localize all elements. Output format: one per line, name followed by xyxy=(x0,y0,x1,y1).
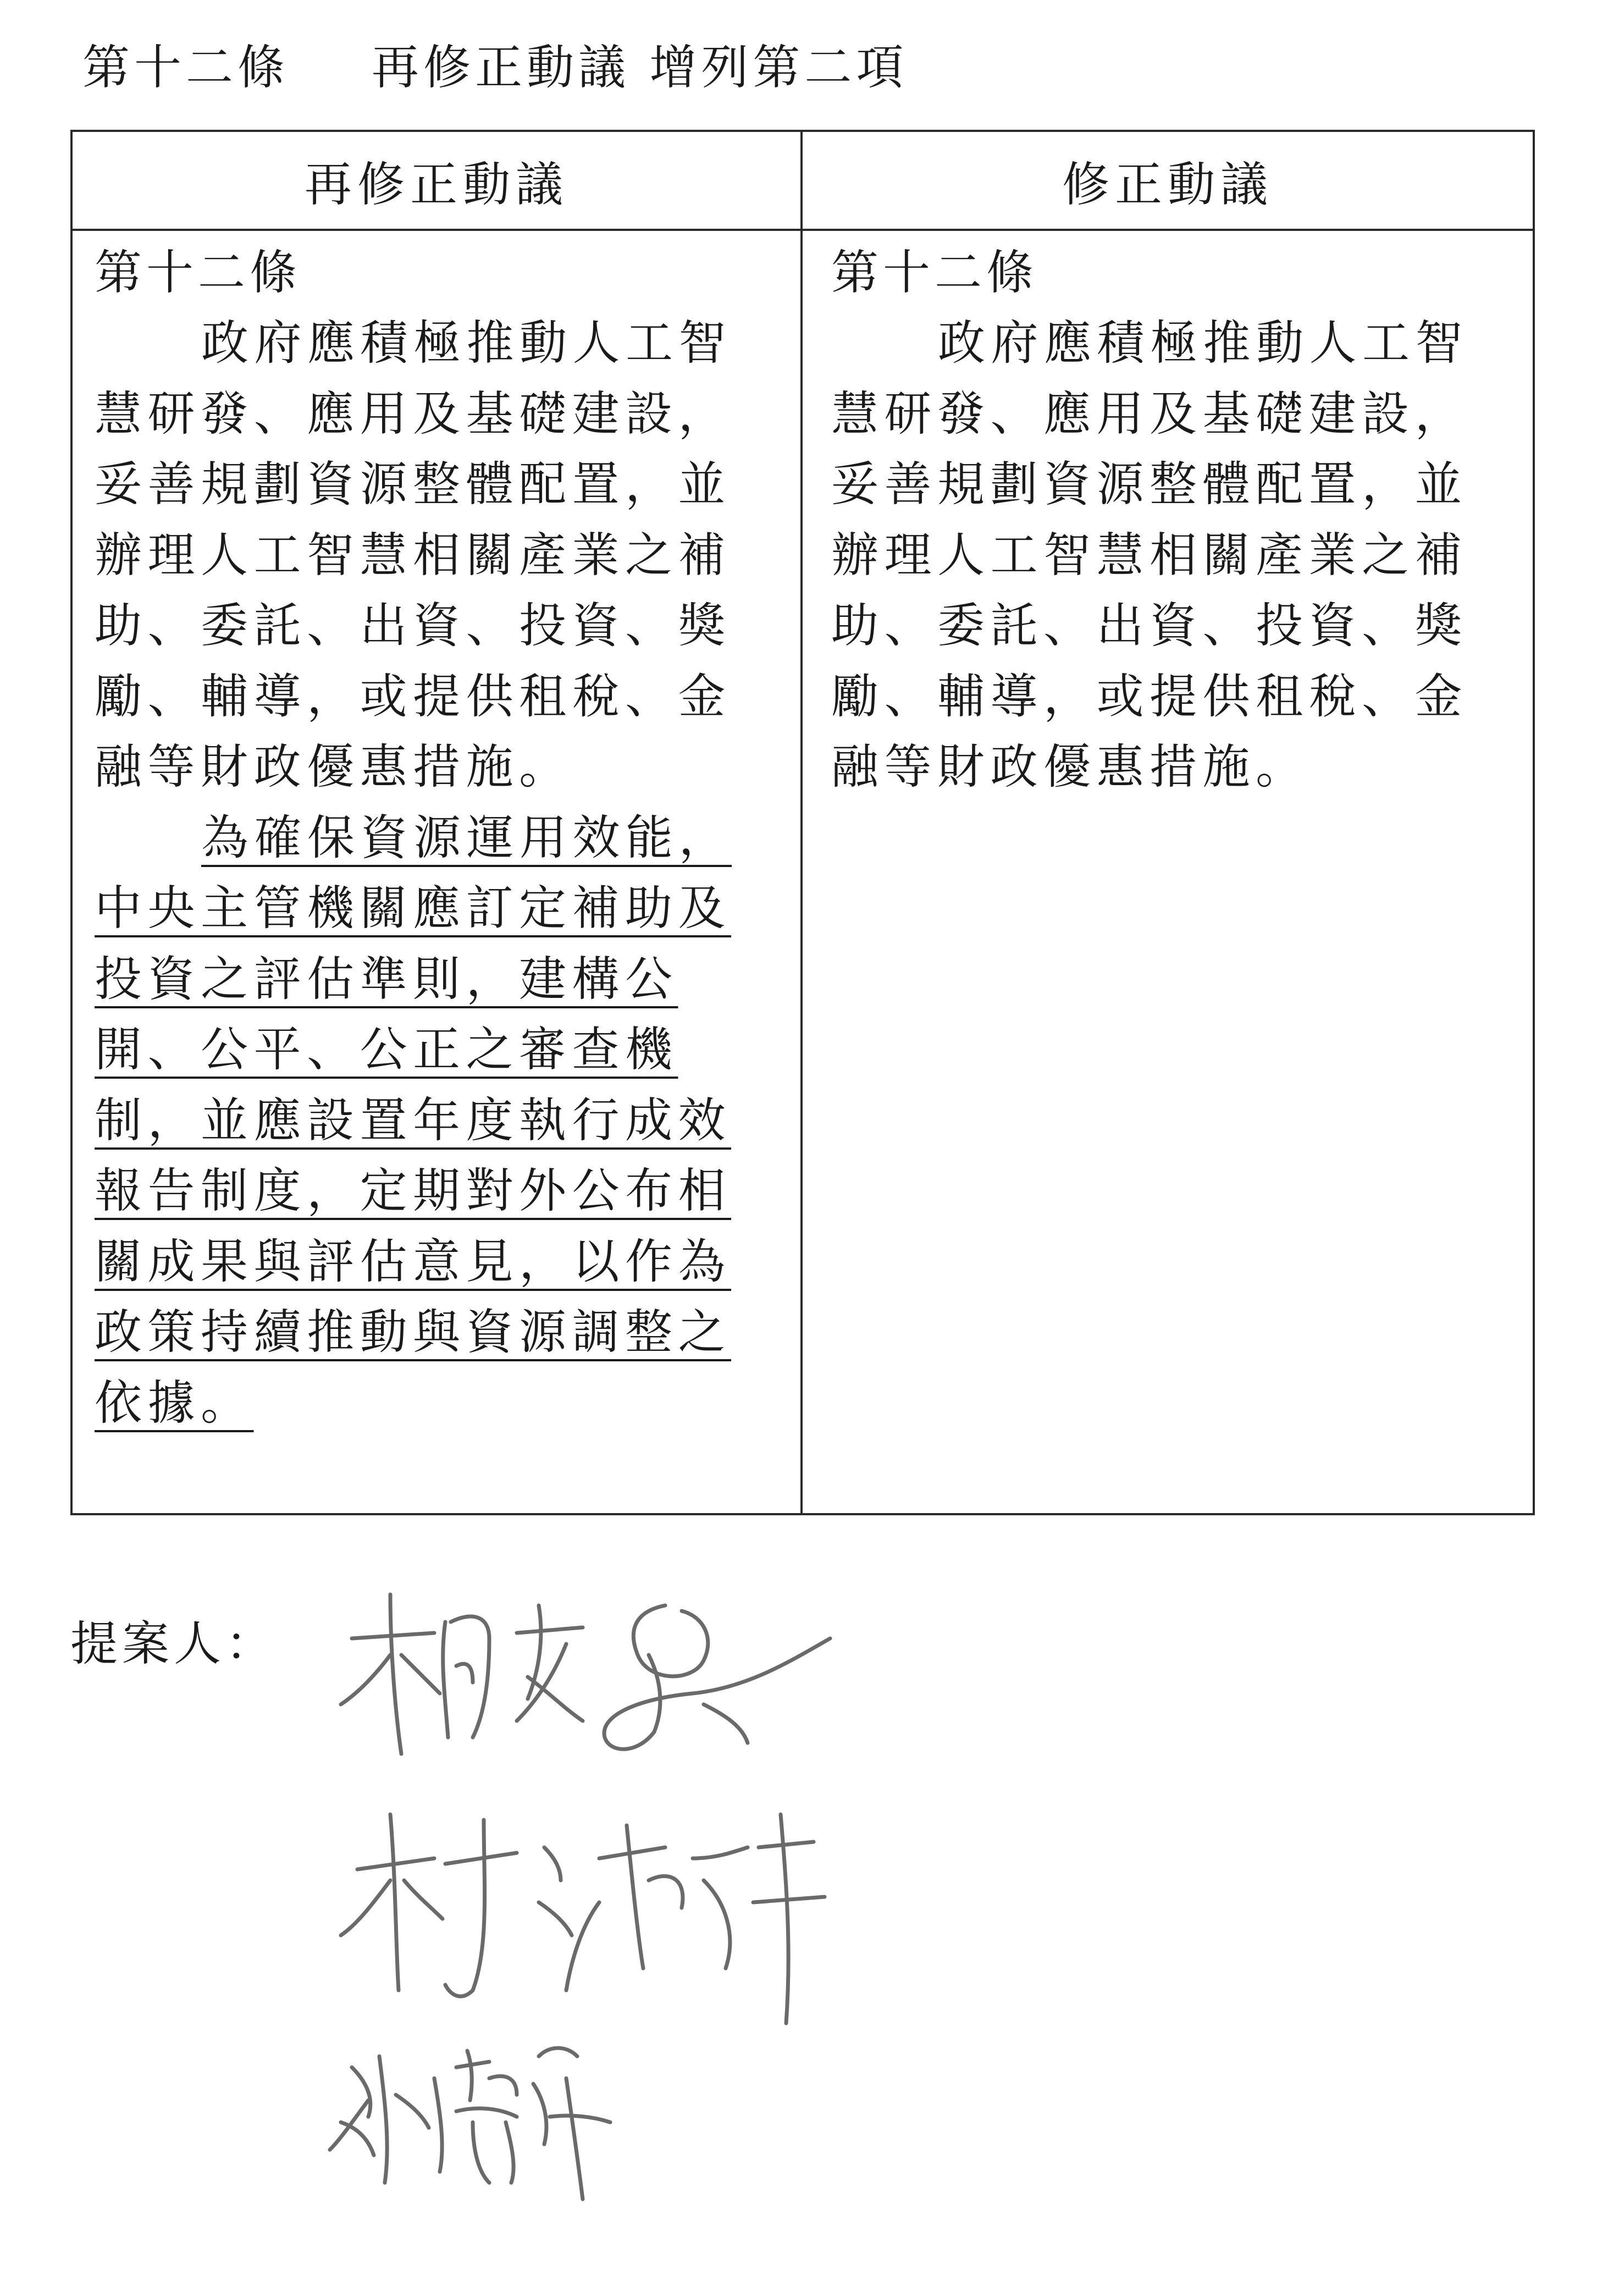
right-column-header: 修正動議 xyxy=(803,132,1533,231)
heading-article: 第十二條 xyxy=(82,40,289,95)
signature-3 xyxy=(330,2048,610,2199)
left-article-title: 第十二條 xyxy=(95,245,301,300)
signature-drawing xyxy=(308,1572,913,2221)
left-column-header: 再修正動議 xyxy=(73,132,803,231)
left-column-body xyxy=(73,231,803,1513)
signature-2 xyxy=(341,1814,825,2023)
proposer-label: 提案人： xyxy=(70,1616,277,1671)
heading-description: 再修正動議 增列第二項 xyxy=(372,40,908,95)
right-paragraph-1: 政府應積極推動人工智慧研發、應用及基礎建設，妥善規劃資源整體配置，並辦理人工智慧相關產業之補助、委託、出資、投資、獎勵、輔導，或提供租稅、金融等財政優惠措施。 xyxy=(831,316,1468,794)
comparison-table xyxy=(70,130,1535,1515)
left-paragraph-1: 政府應積極推動人工智慧研發、應用及基礎建設，妥善規劃資源整體配置，並辦理人工智慧相關產業之補助、委託、出資、投資、獎勵、輔導，或提供租稅、金融等財政優惠措施。 xyxy=(95,316,732,794)
page-heading xyxy=(82,27,908,99)
right-article-title: 第十二條 xyxy=(831,245,1038,300)
right-column-body xyxy=(803,231,1533,1513)
signature-1 xyxy=(341,1594,830,1754)
handwritten-signatures xyxy=(308,1572,913,2221)
left-paragraph-2-added: 為確保資源運用效能，中央主管機關應訂定補助及投資之評估準則，建構公開、公平、公正之審查機制，並應設置年度執行成效報告制度，定期對外公布相關成果與評估意見，以作為政策持續推動與資源調整之依據。 xyxy=(95,810,732,1431)
